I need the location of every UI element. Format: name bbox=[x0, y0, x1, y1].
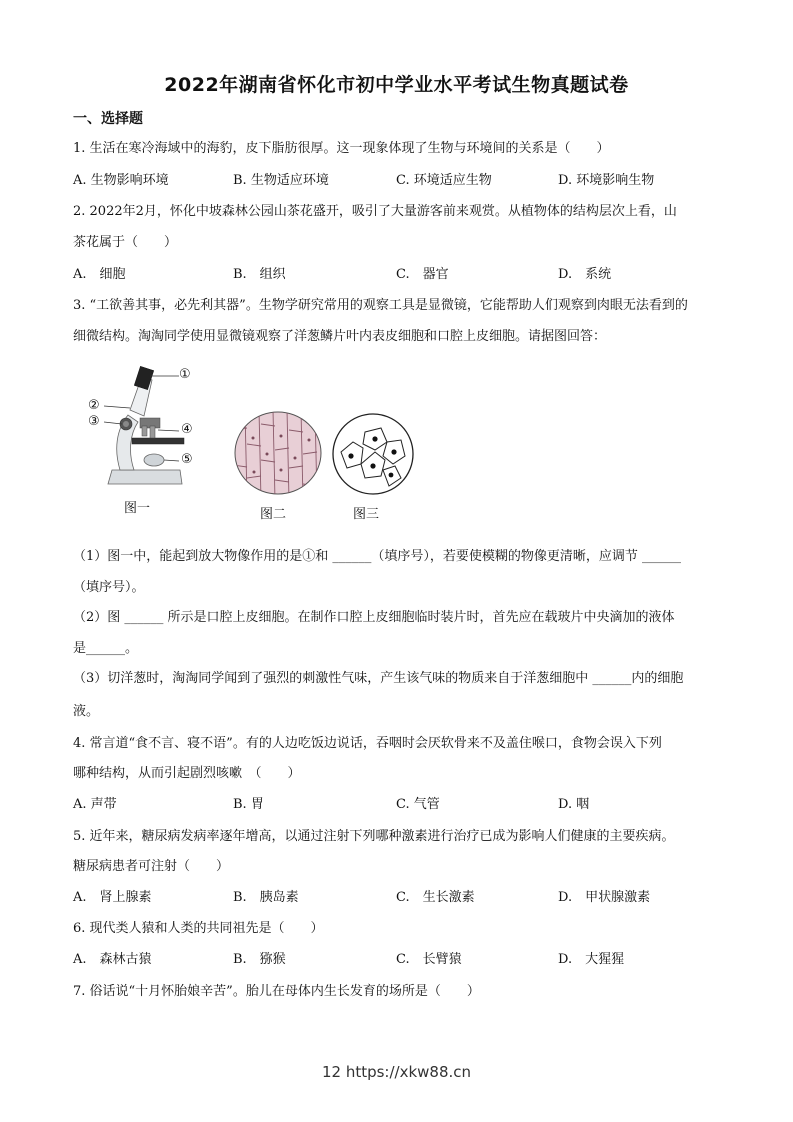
marker-5: ⑤ bbox=[181, 452, 193, 467]
q5-option-a[interactable]: A. 肾上腺素 bbox=[73, 890, 152, 905]
cheek-cells-figure bbox=[331, 412, 415, 496]
q6-option-d[interactable]: D. 大猩猩 bbox=[558, 952, 625, 967]
figure-2-label: 图二 bbox=[260, 507, 287, 522]
q6-option-c[interactable]: C. 长臂猿 bbox=[396, 952, 462, 967]
q1-option-b[interactable]: B. 生物适应环境 bbox=[233, 173, 329, 188]
question-4-stem-line2: 哪种结构，从而引起剧烈咳嗽 （ ） bbox=[73, 766, 301, 781]
q2-option-c[interactable]: C. 器官 bbox=[396, 267, 449, 282]
q3-sub3-line1: （3）切洋葱时，淘淘同学闻到了强烈的刺激性气味，产生该气味的物质来自于洋葱细胞中 ______内的细胞 bbox=[73, 671, 684, 686]
question-5-stem-line1: 5. 近年来，糖尿病发病率逐年增高，以通过注射下列哪种激素进行治疗已成为影响人们健康的主要疾病。 bbox=[73, 829, 675, 844]
page-title: 2022年湖南省怀化市初中学业水平考试生物真题试卷 bbox=[164, 74, 629, 96]
question-2-stem-line1: 2. 2022年2月，怀化中坡森林公园山茶花盛开，吸引了大量游客前来观赏。从植物体的结构层次上看，山 bbox=[73, 204, 677, 219]
q3-sub2-line2: 是______。 bbox=[73, 641, 139, 656]
question-6-stem: 6. 现代类人猿和人类的共同祖先是（ ） bbox=[73, 921, 324, 936]
marker-1: ① bbox=[179, 367, 191, 382]
q4-option-a[interactable]: A. 声带 bbox=[73, 797, 117, 812]
marker-2: ② bbox=[88, 398, 100, 413]
page-footer: 12 https://xkw88.cn bbox=[321, 1063, 472, 1081]
q6-option-b[interactable]: B. 猕猴 bbox=[233, 952, 286, 967]
q5-option-c[interactable]: C. 生长激素 bbox=[396, 890, 475, 905]
section-heading: 一、选择题 bbox=[73, 111, 143, 127]
figure-1-label: 图一 bbox=[124, 501, 151, 516]
question-3-stem-line2: 细微结构。淘淘同学使用显微镜观察了洋葱鳞片叶内表皮细胞和口腔上皮细胞。请据图回答： bbox=[73, 329, 607, 344]
q2-option-d[interactable]: D. 系统 bbox=[558, 267, 612, 282]
q3-sub1-line1: （1）图一中，能起到放大物像作用的是①和 ______（填序号），若要使模糊的物像更清晰，应调节 ______ bbox=[73, 549, 682, 564]
q6-option-a[interactable]: A. 森林古猿 bbox=[73, 952, 152, 967]
figure-3-label: 图三 bbox=[353, 507, 380, 522]
q4-option-c[interactable]: C. 气管 bbox=[396, 797, 440, 812]
q4-option-d[interactable]: D. 咽 bbox=[558, 797, 590, 812]
q2-option-a[interactable]: A. 细胞 bbox=[73, 267, 126, 282]
question-4-stem-line1: 4. 常言道“食不言、寝不语”。有的人边吃饭边说话，吞咽时会厌软骨来不及盖住喉口，食物会误入下列 bbox=[73, 736, 662, 751]
q1-option-a[interactable]: A. 生物影响环境 bbox=[73, 173, 169, 188]
q2-option-b[interactable]: B. 组织 bbox=[233, 267, 286, 282]
question-3-stem-line1: 3. “工欲善其事，必先利其器”。生物学研究常用的观察工具是显微镜，它能帮助人们观察到肉眼无法看到的 bbox=[73, 298, 688, 313]
q3-sub3-line2: 液。 bbox=[73, 704, 100, 719]
q3-sub1-line2: （填序号）。 bbox=[73, 580, 145, 595]
q1-option-d[interactable]: D. 环境影响生物 bbox=[558, 173, 655, 188]
question-2-stem-line2: 茶花属于（ ） bbox=[73, 235, 178, 250]
question-1-stem: 1. 生活在寒冷海域中的海豹，皮下脂肪很厚。这一现象体现了生物与环境间的关系是（ ） bbox=[73, 141, 610, 156]
q5-option-d[interactable]: D. 甲状腺激素 bbox=[558, 890, 651, 905]
q1-option-c[interactable]: C. 环境适应生物 bbox=[396, 173, 492, 188]
onion-cells-figure bbox=[233, 410, 323, 496]
q3-sub2-line1: （2）图 ______ 所示是口腔上皮细胞。在制作口腔上皮细胞临时装片时，首先应在载玻片中央滴加的液体 bbox=[73, 610, 675, 625]
question-7-stem: 7. 俗话说“十月怀胎娘辛苦”。胎儿在母体内生长发育的场所是（ ） bbox=[73, 984, 480, 999]
marker-4: ④ bbox=[181, 422, 193, 437]
q4-option-b[interactable]: B. 胃 bbox=[233, 797, 264, 812]
question-5-stem-line2: 糖尿病患者可注射（ ） bbox=[73, 859, 230, 874]
q5-option-b[interactable]: B. 胰岛素 bbox=[233, 890, 299, 905]
marker-3: ③ bbox=[88, 414, 100, 429]
